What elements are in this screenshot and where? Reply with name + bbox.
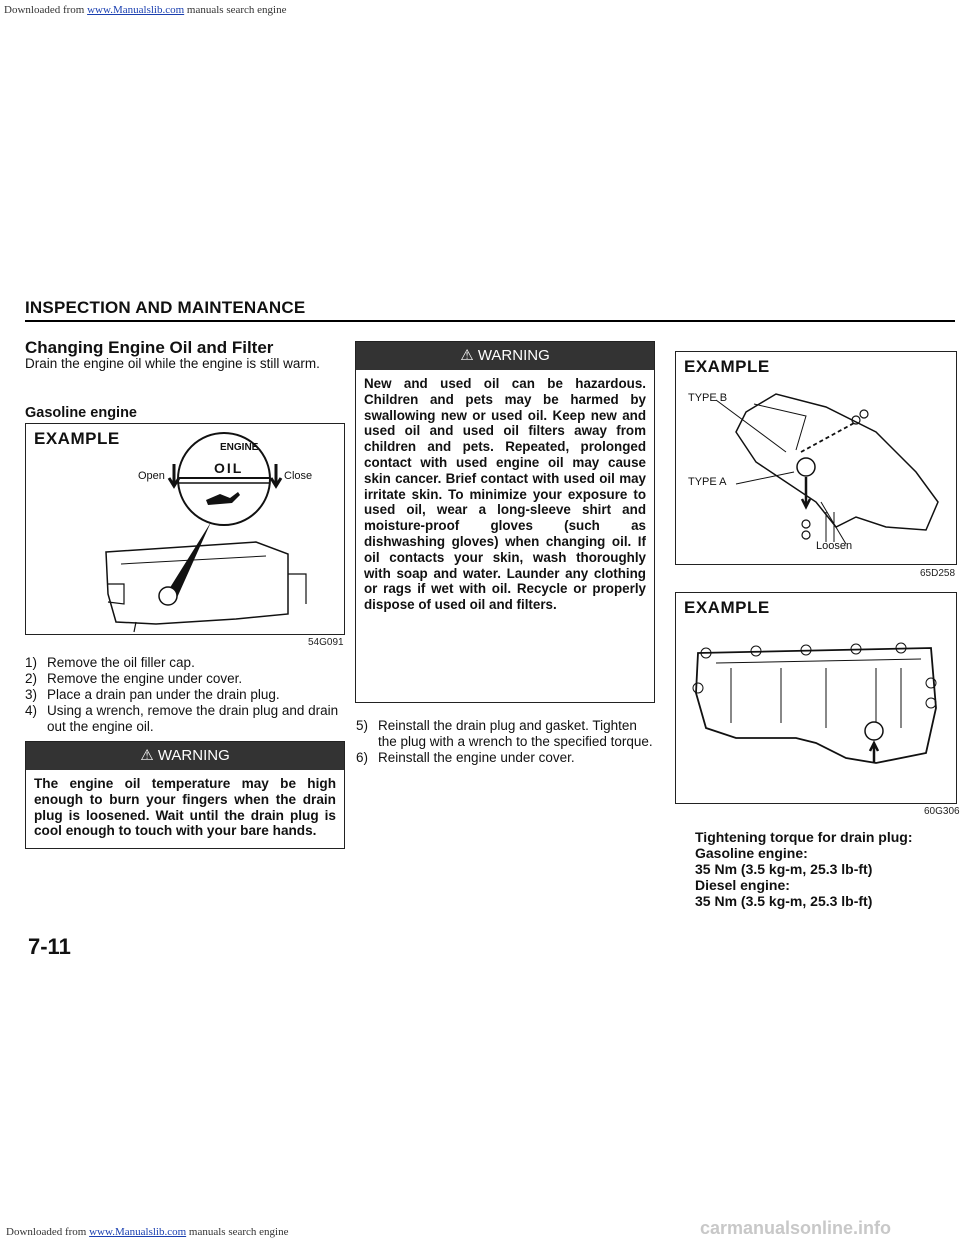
download-source-footer: Downloaded from www.Manualslib.com manuals search engine [6,1226,289,1238]
section-header: INSPECTION AND MAINTENANCE [25,298,306,317]
type-a-label: TYPE A [688,476,727,488]
list-item: 4) Using a wrench, remove the drain plug and drain out the engine oil. [25,703,339,734]
gasoline-torque-value: 35 Nm (3.5 kg-m, 25.3 lb-ft) [695,861,873,877]
list-item: 1) Remove the oil filler cap. [25,655,195,670]
type-b-label: TYPE B [688,392,728,404]
gasoline-label: Gasoline engine: [695,845,808,861]
drain-plug-illustration [676,352,955,563]
list-item: 2) Remove the engine under cover. [25,671,243,686]
drain-plug-figure [675,351,957,565]
open-label: Open [138,470,165,482]
oil-pan-figure [675,592,957,804]
steps-list-2 [356,718,654,766]
footer-logo: carmanualsonline.info [700,1218,892,1238]
torque-title: Tightening torque for drain plug: [695,829,913,845]
figure-example-label: EXAMPLE [684,598,770,617]
list-item: 5) Reinstall the drain plug and gasket. Tighten the plug with a wrench to the specified torque. [356,718,653,749]
figure-example-label: EXAMPLE [34,429,120,448]
section-heading: Changing Engine Oil and Filter [25,338,274,357]
torque-spec-block [695,829,955,909]
close-label: Close [284,470,313,482]
warning-text: New and used oil can be hazardous. Children and pets may be harmed by swallowing new or used oil. Keep new and used oil and used oil filters away from children and pets. Repeated, prolonged contact with used engine oil may cause skin cancer. Brief contact with used oil may irritate skin. To minimize your exposure to used oil, wear a long-sleeve shirt and moisture-proof gloves (such as dishwashing gloves) when changing oil. If oil contacts your skin, wash thoroughly with soap and water. Launder any clothing or rags if wet with oil. Recycle or properly dispose of used oil and filters. [364,376,646,613]
page-number: 7-11 [28,934,71,959]
list-item: 6) Reinstall the engine under cover. [356,750,575,765]
gasoline-subheading: Gasoline engine [25,405,137,421]
figure-code-60g306: 60G306 [924,806,960,817]
warning-triangle-icon: ⚠ [460,347,474,364]
oil-cap-illustration [26,424,343,633]
manualslib-link[interactable]: www.Manualslib.com [87,4,185,16]
warning-header: ⚠ WARNING [26,742,344,770]
warning-header: ⚠ WARNING [356,342,654,370]
warning-box-hot-oil [25,741,345,849]
warning-triangle-icon: ⚠ [140,747,154,764]
header-rule [25,320,955,322]
download-source-line [4,4,286,16]
download-prefix: Downloaded from [4,4,88,16]
cap-text-engine: ENGINE [220,442,259,453]
figure-example-label: EXAMPLE [684,357,770,376]
loosen-label: Loosen [816,540,853,552]
list-item: 3) Place a drain pan under the drain plug. [25,687,280,702]
figure-code-65d258: 65D258 [920,568,956,579]
figure-code-54g091: 54G091 [308,637,344,648]
steps-list-1 [25,655,345,735]
download-suffix: manuals search engine [184,4,287,16]
intro-text: Drain the engine oil while the engine is still warm. [25,356,320,371]
warning-text: The engine oil temperature may be high enough to burn your fingers when the drain plug is loosened. Wait until the drain plug is cool enough to touch with your bare hands. [34,776,336,839]
warning-box-used-oil [355,341,655,703]
cap-text-oil: OIL [214,460,244,476]
diesel-label: Diesel engine: [695,877,790,893]
oil-pan-illustration [676,593,955,802]
oil-cap-figure [25,423,345,635]
diesel-torque-value: 35 Nm (3.5 kg-m, 25.3 lb-ft) [695,893,873,909]
manualslib-footer-link[interactable]: www.Manualslib.com [89,1226,187,1238]
